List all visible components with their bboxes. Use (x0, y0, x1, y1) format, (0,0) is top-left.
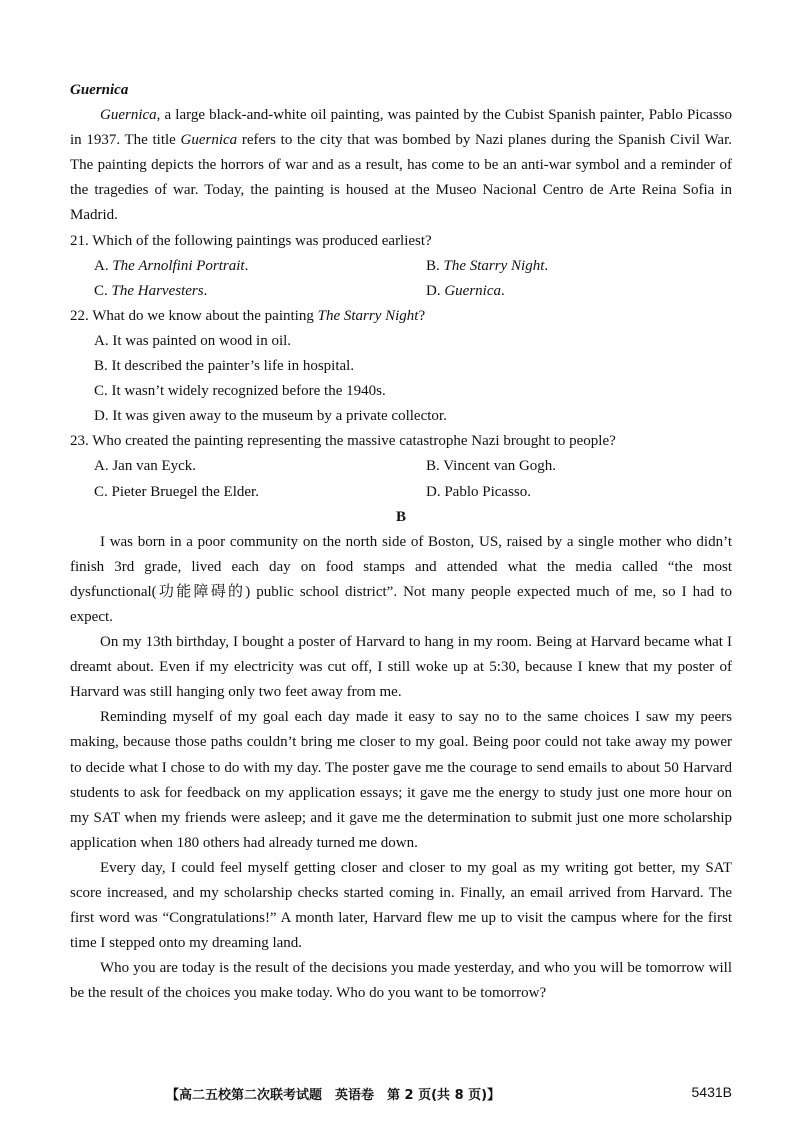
option-c: C. The Harvesters. (94, 282, 208, 299)
option-d: D. Pablo Picasso. (426, 483, 531, 500)
option-a: A. Jan van Eyck. (94, 458, 197, 475)
page-content (70, 78, 732, 1006)
passage-b-paragraph-5: Who you are today is the result of the decisions you made yesterday, and who you will be tomorrow will be the result of the choices you make today. Who do you want to be tomorrow? (70, 960, 732, 1002)
option-b: B. It described the painter’s life in hospital. (94, 358, 355, 375)
option-c: C. It wasn’t widely recognized before the 1940s. (94, 383, 386, 400)
passage-b-paragraph-2: On my 13th birthday, I bought a poster of Harvard to hang in my room. Being at Harvard became what I dreamt about. Even if my electricity was cut off, I still woke up at 5:30, because I knew that my poster of Harvard was still hanging only two feet away from me. (70, 634, 732, 701)
option-d: D. It was given away to the museum by a private collector. (94, 408, 447, 425)
passage-b-paragraph-3: Reminding myself of my goal each day made it easy to say no to the same choices I saw my peers making, because those paths couldn’t bring me closer to my goal. Being poor could not take away my power to decide what I chose to do with my day. The poster gave me the courage to send emails to about 50 Harvard students to ask for feedback on my application essays; it gave me the energy to study just one more hour on my SAT when my friends were asleep; and it gave me the determination to submit just one more scholarship application when 180 others had already turned me down. (70, 709, 732, 851)
question-21-stem: 21. Which of the following paintings was produced earliest? (70, 232, 432, 249)
question-22-stem: 22. What do we know about the painting The Starry Night? (70, 307, 426, 324)
section-b-label: B (395, 508, 406, 525)
option-a: A. The Arnolfini Portrait. (94, 257, 249, 274)
question-23-options (70, 454, 732, 504)
passage-text: refers to the city that was bombed by Nazi planes during the Spanish Civil War. The painting depicts the horrors of war and as a result, has come to be an anti-war symbol and a reminder of the tragedies of war. Today, the painting is housed at the Museo Nacional Centro de Arte Reina Sofia in Madrid. (70, 132, 733, 224)
passage-title: Guernica (70, 82, 129, 98)
exam-label: 【高二五校第二次联考试题 英语卷 第 2 页(共 8 页)】 (166, 1088, 501, 1103)
painting-title: Guernica (180, 132, 238, 149)
passage-text: , a large black-and-white oil painting, was painted by the Cubist Spanish painter, Pablo Picasso in 1937. The title (70, 107, 732, 149)
painting-title: Guernica (100, 107, 157, 124)
option-c: C. Pieter Bruegel the Elder. (94, 483, 259, 500)
option-d: D. Guernica. (426, 282, 505, 299)
passage-a-paragraph (70, 103, 732, 228)
question-21-options (70, 254, 732, 304)
exam-code: 5431B (691, 1084, 732, 1100)
passage-b-paragraph-4: Every day, I could feel myself getting closer and closer to my goal as my writing got better, my SAT score increased, and my scholarship checks started coming in. Finally, an email arrived from Harvard. The first word was “Congratulations!” A month later, Harvard flew me up to visit the campus where for the first time I stepped onto my dreaming land. (70, 859, 732, 952)
option-b: B. The Starry Night. (426, 257, 549, 274)
question-23-stem: 23. Who created the painting representing the massive catastrophe Nazi brought to people? (70, 433, 616, 450)
passage-b-paragraph-1: I was born in a poor community on the north side of Boston, US, raised by a single mother who didn’t finish 3rd grade, lived each day on food stamps and attended what the media called “the most dysfunctional(功能障碍的) public school district”. Not many people expected much of me, so I had to expect. (70, 533, 732, 625)
option-b: B. Vincent van Gogh. (426, 458, 557, 475)
option-a: A. It was painted on wood in oil. (94, 332, 292, 349)
